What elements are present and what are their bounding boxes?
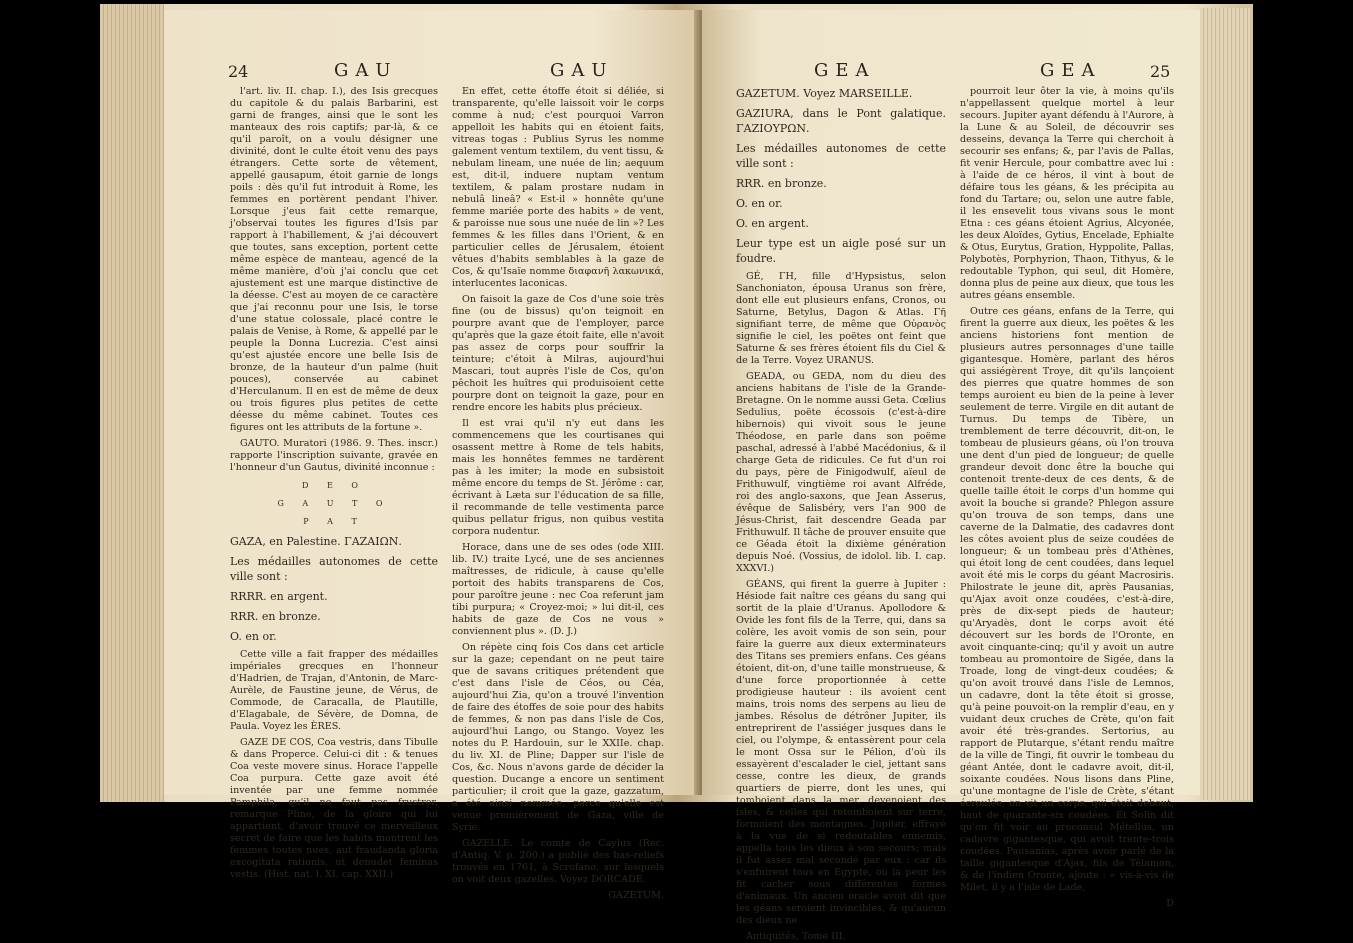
text-column-2 <box>452 86 664 901</box>
entry-heading: GAZIURA, dans le Pont galatique. ΓΑΖΙΟΥΡΩΝ. <box>736 107 946 135</box>
paragraph: Il est vrai qu'il n'y eut dans les commencemens que les courtisanes qui osassent mettre à Rome de tels habits, mais les honnêtes femmes ne tardèrent pas à les imiter; la mode en subsistoit même encore du temps de St. Jérôme : car, écrivant à Læta sur l'éducation de sa fille, il recommande de telle vestimenta parce quibus pellatur frigus, non quibus vestita corpora nudentur. <box>452 418 664 537</box>
running-head: GEA <box>814 60 876 81</box>
paragraph: RRRR. en argent. <box>230 590 328 603</box>
right-page <box>702 10 1200 942</box>
paragraph: GEADA, ou GEDA, nom du dieu des anciens habitans de l'isle de la Grande-Bretagne. On le nomme aussi Geta. Cœlius Sedulius, poëte écossois (c'est-à-dire hibernois) qui vivoit sous le jeune Théodose, en parle dans son poëme paschal, adressé à l'abbé Macédonius, & il charge Geta de ridicules. Ce fut d'un roi du pays, père de Finigodwulf, aïeul de Frithuwulf, vingtième roi avant Alfréde, roi des anglo-saxons, que Jean Asserus, évêque de Salisbéry, vers l'an 900 de Jésus-Christ, fait descendre Geada par Frithuwulf. Il tâche de prouver ensuite que ce Géada étoit la dixième génération depuis Noé. (Vossius, de idolol. lib. I. cap. XXXVI.) <box>736 371 946 574</box>
inscription-line: P A T <box>303 517 365 526</box>
left-page <box>164 10 700 901</box>
paragraph: On faisoit la gaze de Cos d'une soie très fine (ou de bissus) qu'on teignoit en pourpre avant que de l'employer, parce qu'après que la gaze étoit faite, elle n'avoit pas assez de corps pour souffrir la teinture; c'étoit à Milras, aujourd'hui Mascari, tout auprès l'isle de Cos, qu'on pêchoit les huîtres qui produisoient cette pourpre dont on teignoit la gaze, pour en rendre encore les habits plus précieux. <box>452 294 664 413</box>
running-head: GAU <box>550 60 614 81</box>
paragraph: pourroit leur ôter la vie, à moins qu'ils n'appellassent quelque mortel à leur secours. Jupiter ayant défendu à l'Aurore, à la Lune & au Soleil, de découvrir ses desseins, devança la Terre qui cherchoit à secourir ses enfans; &, par l'avis de Pallas, fit venir Hercule, pour combattre avec lui : à l'aide de ce héros, il vint à bout de défaire tous les géans, & les précipita au fond du Tartare; ou, selon une autre fable, il les ensevelit tous vivans sous le mont Etna : ces géans étoient Agrius, Alcyonée, les deux Aloïdes, Gytius, Encelade, Ephialte & Otus, Eurytus, Gration, Hyppolite, Pallas, Polybotès, Porphyrion, Thaon, Tithyus, & le redoutable Typhon, qui seul, dit Homère, donna plus de peine aux dieux, que tous les autres géans ensemble. <box>960 86 1174 301</box>
entry-heading: GAZETUM. Voyez MARSEILLE. <box>736 87 913 100</box>
paragraph: l'art. liv. II. chap. I.), des Isis grecques du capitole & du palais Barbarini, est garni de franges, ainsi que le sont les manteaux des rois captifs; par-là, & ce qu'il paroît, on a voulu désigner une divinité, dont le culte étoit venu des pays étrangers. Cette sorte de vêtement, appellé gausapum, étoit garnie de longs poils : dès qu'il fut introduit à Rome, les femmes en portèrent pendant l'hiver. Lorsque j'eus fait cette remarque, j'observai toutes les figures d'Isis par rapport à l'habillement, & j'ai découvert que toutes, sans exception, portent cette même espèce de manteau, agencé de la même manière, d'où j'ai conclu que cet ajustement est une marque distinctive de la déesse. C'est au moyen de ce caractère que j'ai reconnu pour une Isis, le torse d'une statue colossale, placé contre le palais de Venise, à Rome, & appellé par le peuple la Donna Lucrezia. C'est ainsi qu'est ajustée encore une belle Isis de bronze, de la hauteur d'un palme (huit pouces), conservée au cabinet d'Herculanum. Il en est de même de deux ou trois figures plus petites de cette déesse du même cabinet. Toutes ces figures ont les attributs de la fortune ». <box>230 86 438 433</box>
paragraph: RRR. en bronze. <box>736 177 827 190</box>
paragraph: Cette ville a fait frapper des médailles impériales grecques en l'honneur d'Hadrien, de Trajan, d'Antonin, de Marc-Aurèle, de Faustine jeune, de Vérus, de Commode, de Caracalla, de Plautille, d'Elagabale, de Sévère, de Domna, de Paula. Voyez les ÈRES. <box>230 649 438 732</box>
paragraph: Les médailles autonomes de cette ville sont : <box>230 555 438 583</box>
running-head: GEA <box>1040 60 1102 81</box>
paragraph: O. en or. <box>230 630 277 643</box>
paragraph: O. en or. <box>736 197 783 210</box>
paragraph: Outre ces géans, enfans de la Terre, qui firent la guerre aux dieux, les poëtes & les anciens historiens font mention de plusieurs autres personnages d'une taille gigantesque. Homère, parlant des héros qui assiégèrent Troye, dit qu'ils lançoient des pierres que quatre hommes de son temps auroient eu bien de la peine à lever seulement de terre. Virgile en dit autant de Turnus. Du temps de Tibère, un tremblement de terre découvrit, dit-on, le tombeau de plusieurs géans, où l'on trouva une dent d'un pied de longueur; de quelle grandeur devoit donc être la bouche qui contenoit trente-deux de ces dents, & de quelle taille étoit le corps d'un homme qui avoit la bouche si grande? Phlegon assure qu'on trouva de son temps, dans une caverne de la Dalmatie, des cadavres dont les côtes avoient plus de seize coudées de longueur; & un tombeau près d'Athènes, qui étoit long de cent coudées, dans lequel avoit été mis le corps du géant Macrosiris. Philostrate le jeune dit, après Pausanias, qu'Ajax avoit onze coudées, c'est-à-dire, près de dix-sept pieds de hauteur; qu'Aryadès, dont le corps avoit été découvert sur les bords de l'Oronte, en avoit cinquante-cinq; qu'il y avoit un autre tombeau au promontoire de Sigée, dans la Troade, long de vingt-deux coudées; & qu'on avoit trouvé dans l'isle de Lemnos, un cadavre, dont la tête étoit si grosse, qu'à peine pouvoit-on la remplir d'eau, en y vuidant deux cruches de Crète, qu'on fait avoir été très-grandes. Sertorius, au rapport de Plutarque, s'étant rendu maître de la ville de Tingi, fit ouvrir le tombeau du géant Antée, dont le cadavre avoit, dit-il, soixante coudées. Nous lisons dans Pline, qu'une montagne de l'isle de Crète, s'étant écroulée, on vit un corps, qui étoit debout, haut de quarante-six coudées. Et Solin dit qu'on fit voir au proconsul Métellus, un cadavre gigantesque, qui avoit trente-trois coudées. Pausanias, après avoir parlé de la taille gigantesque d'Ajax, fils de Télamon, & de l'indien Oronte, ajoute : « vis-à-vis de Milet, il y a l'isle de Lade, <box>960 306 1174 893</box>
inscription-line: G A U T O <box>277 499 391 508</box>
page-number: 24 <box>228 62 249 81</box>
paragraph: Les médailles autonomes de cette ville sont : <box>736 142 946 170</box>
paragraph: GAUTO. Muratori (1986. 9. Thes. inscr.) rapporte l'inscription suivante, gravée en l'honneur d'un Gautus, divinité inconnue : <box>230 438 438 473</box>
text-column-1 <box>736 86 946 942</box>
paragraph: Horace, dans une de ses odes (ode XIII. lib. IV.) traite Lycé, une de ses anciennes maîtresses, de ridicule, à cause qu'elle portoit des habits transparens de Cos, pour paroître jeune : nec Coa referunt jam tibi purpura; « Croyez-moi; » lui dit-il, ces habits de gaze de Cos ne vous » conviennent plus ». (D. J.) <box>452 542 664 637</box>
entry-heading: GAZA, en Palestine. ΓΑΖΑΙΩΝ. <box>230 535 402 548</box>
text-column-1 <box>230 86 438 880</box>
page-number: 25 <box>1150 62 1171 81</box>
paragraph: En effet, cette étoffe étoit si déliée, si transparente, qu'elle laissoit voir le corps comme à nud; c'est pourquoi Varron appelloit les habits qui en étoient faits, vitreas togas : Publius Syrus les nomme galement ventum textilem, du vent tissu, & nebulam lineam, une nuée de lin; aequum est, dit-il, induere nuptam ventum textilem, & palam prostare nudam in nebulâ lineâ? « Est-il » honnête qu'une femme mariée porte des habits » de vent, & paroisse nue sous une nuée de lin »? Les femmes & les filles dans l'Orient, & en particulier celles de Jérusalem, étoient vêtues d'habits semblables à la gaze de Cos, & qu'Isaïe nomme διαφανῆ λακωνικά, interlucentes laconicas. <box>452 86 664 289</box>
paragraph: GÉANS, qui firent la guerre à Jupiter : Hésiode fait naître ces géans du sang qui sortit de la plaie d'Uranus. Apollodore & Ovide les font fils de la Terre, qui, dans sa colère, les avoit vomis de son sein, pour faire la guerre aux dieux exterminateurs des Titans ses premiers enfans. Ces géans étoient, dit-on, d'une taille monstrueuse, & d'une force proportionnée à cette prodigieuse hauteur : ils avoient cent mains, trois noms des serpens au lieu de jambes. Résolus de détrôner Jupiter, ils entreprirent de l'assiéger jusques dans le ciel, ou l'olympe, & entassèrent pour cela le mont Ossa sur le Pélion, d'où ils essayèrent d'escalader le ciel, jettant sans cesse, contre les dieux, de grands quartiers de pierre, dont les unes, qui tomboient dans la mer, devenoient des isles, & celles qui retomboient sur terre, formoient des montagnes. Jupiter, effrayé à la vue de si redoutables ennemis, appella tous les dieux à son secours; mais il fut assez mal secondé par eux : car ils s'enfuirent tous en Egypte, où la peur les fit cacher sous différentes formes d'animaux. Un ancien oracle avoit dit que les géans seroient invincibles, & qu'aucun des dieux ne <box>736 579 946 926</box>
page-edges-right <box>1200 8 1250 800</box>
text-column-2 <box>960 86 1174 909</box>
paragraph: On répète cinq fois Cos dans cet article sur la gaze; cependant on ne peut taire que de savans critiques prétendent que c'est dans l'isle de Céos, ou Céa, aujourd'hui Zia, qu'on a trouvé l'invention de faire des étoffes de soie pour des habits de femmes, & non pas dans l'isle de Cos, aujourd'hui Lango, ou Stango. Voyez les notes du P. Hardouin, sur le XXIIe. chap. du liv. XI. de Pline; Dapper sur l'isle de Cos, &c. Nous n'avons garde de décider la question. Ducange a encore un sentiment particulier; il croit que la gaze, gazzatum, a été ainsi nommée, parce qu'elle est venue premièrement de Gaza, ville de Syrie. <box>452 642 664 833</box>
paragraph: O. en argent. <box>736 217 809 230</box>
paragraph: Leur type est un aigle posé sur un foudre. <box>736 237 946 265</box>
paragraph: GÉ, ΓΗ, fille d'Hypsistus, selon Sanchoniaton, épousa Uranus son frère, dont elle eut plusieurs enfans, Cronos, ou Saturne, Betylus, Dagon & Atlas. Γῆ signifiant terre, de même que Οὐρανὸς signifie le ciel, les poëtes ont feint que Saturne & ses frères étoient fils du Ciel & de la Terre. Voyez URANUS. <box>736 271 946 366</box>
paragraph: RRR. en bronze. <box>230 610 321 623</box>
inscription-line: D E O <box>302 481 366 490</box>
paragraph: GAZE DE COS, Coa vestris, dans Tibulle & dans Properce. Celui-ci dit : & tenues Coa veste movere sinus. Horace l'appelle Coa purpura. Cette gaze avoit été inventée par une femme nommée Pamphila, qu'il ne faut pas frustrer, remarque Pline, de la gloire qui lui appartient, d'avoir trouvé ce merveilleux secret de faire que les habits montrent les femmes toutes nues, aut fraudanda gloria excogitata rationis, ut denudet feminas vestis. (Hist. nat. l. XI. cap. XXII.) <box>230 737 438 880</box>
paragraph: GAZELLE. Le comte de Caylus (Rec. d'Antiq. V. p. 200.) a publié des bas-reliefs trouvés en 1761, à Scrofano, sur lesquels on voit deux gazelles. Voyez DORCADE. <box>452 838 664 885</box>
page-edges-left <box>100 4 164 802</box>
catchword: GAZETUM. <box>608 890 664 901</box>
signature-mark: D <box>1166 898 1174 909</box>
footer-signature: Antiquités, Tome III. <box>746 931 846 942</box>
running-head: GAU <box>334 60 398 81</box>
